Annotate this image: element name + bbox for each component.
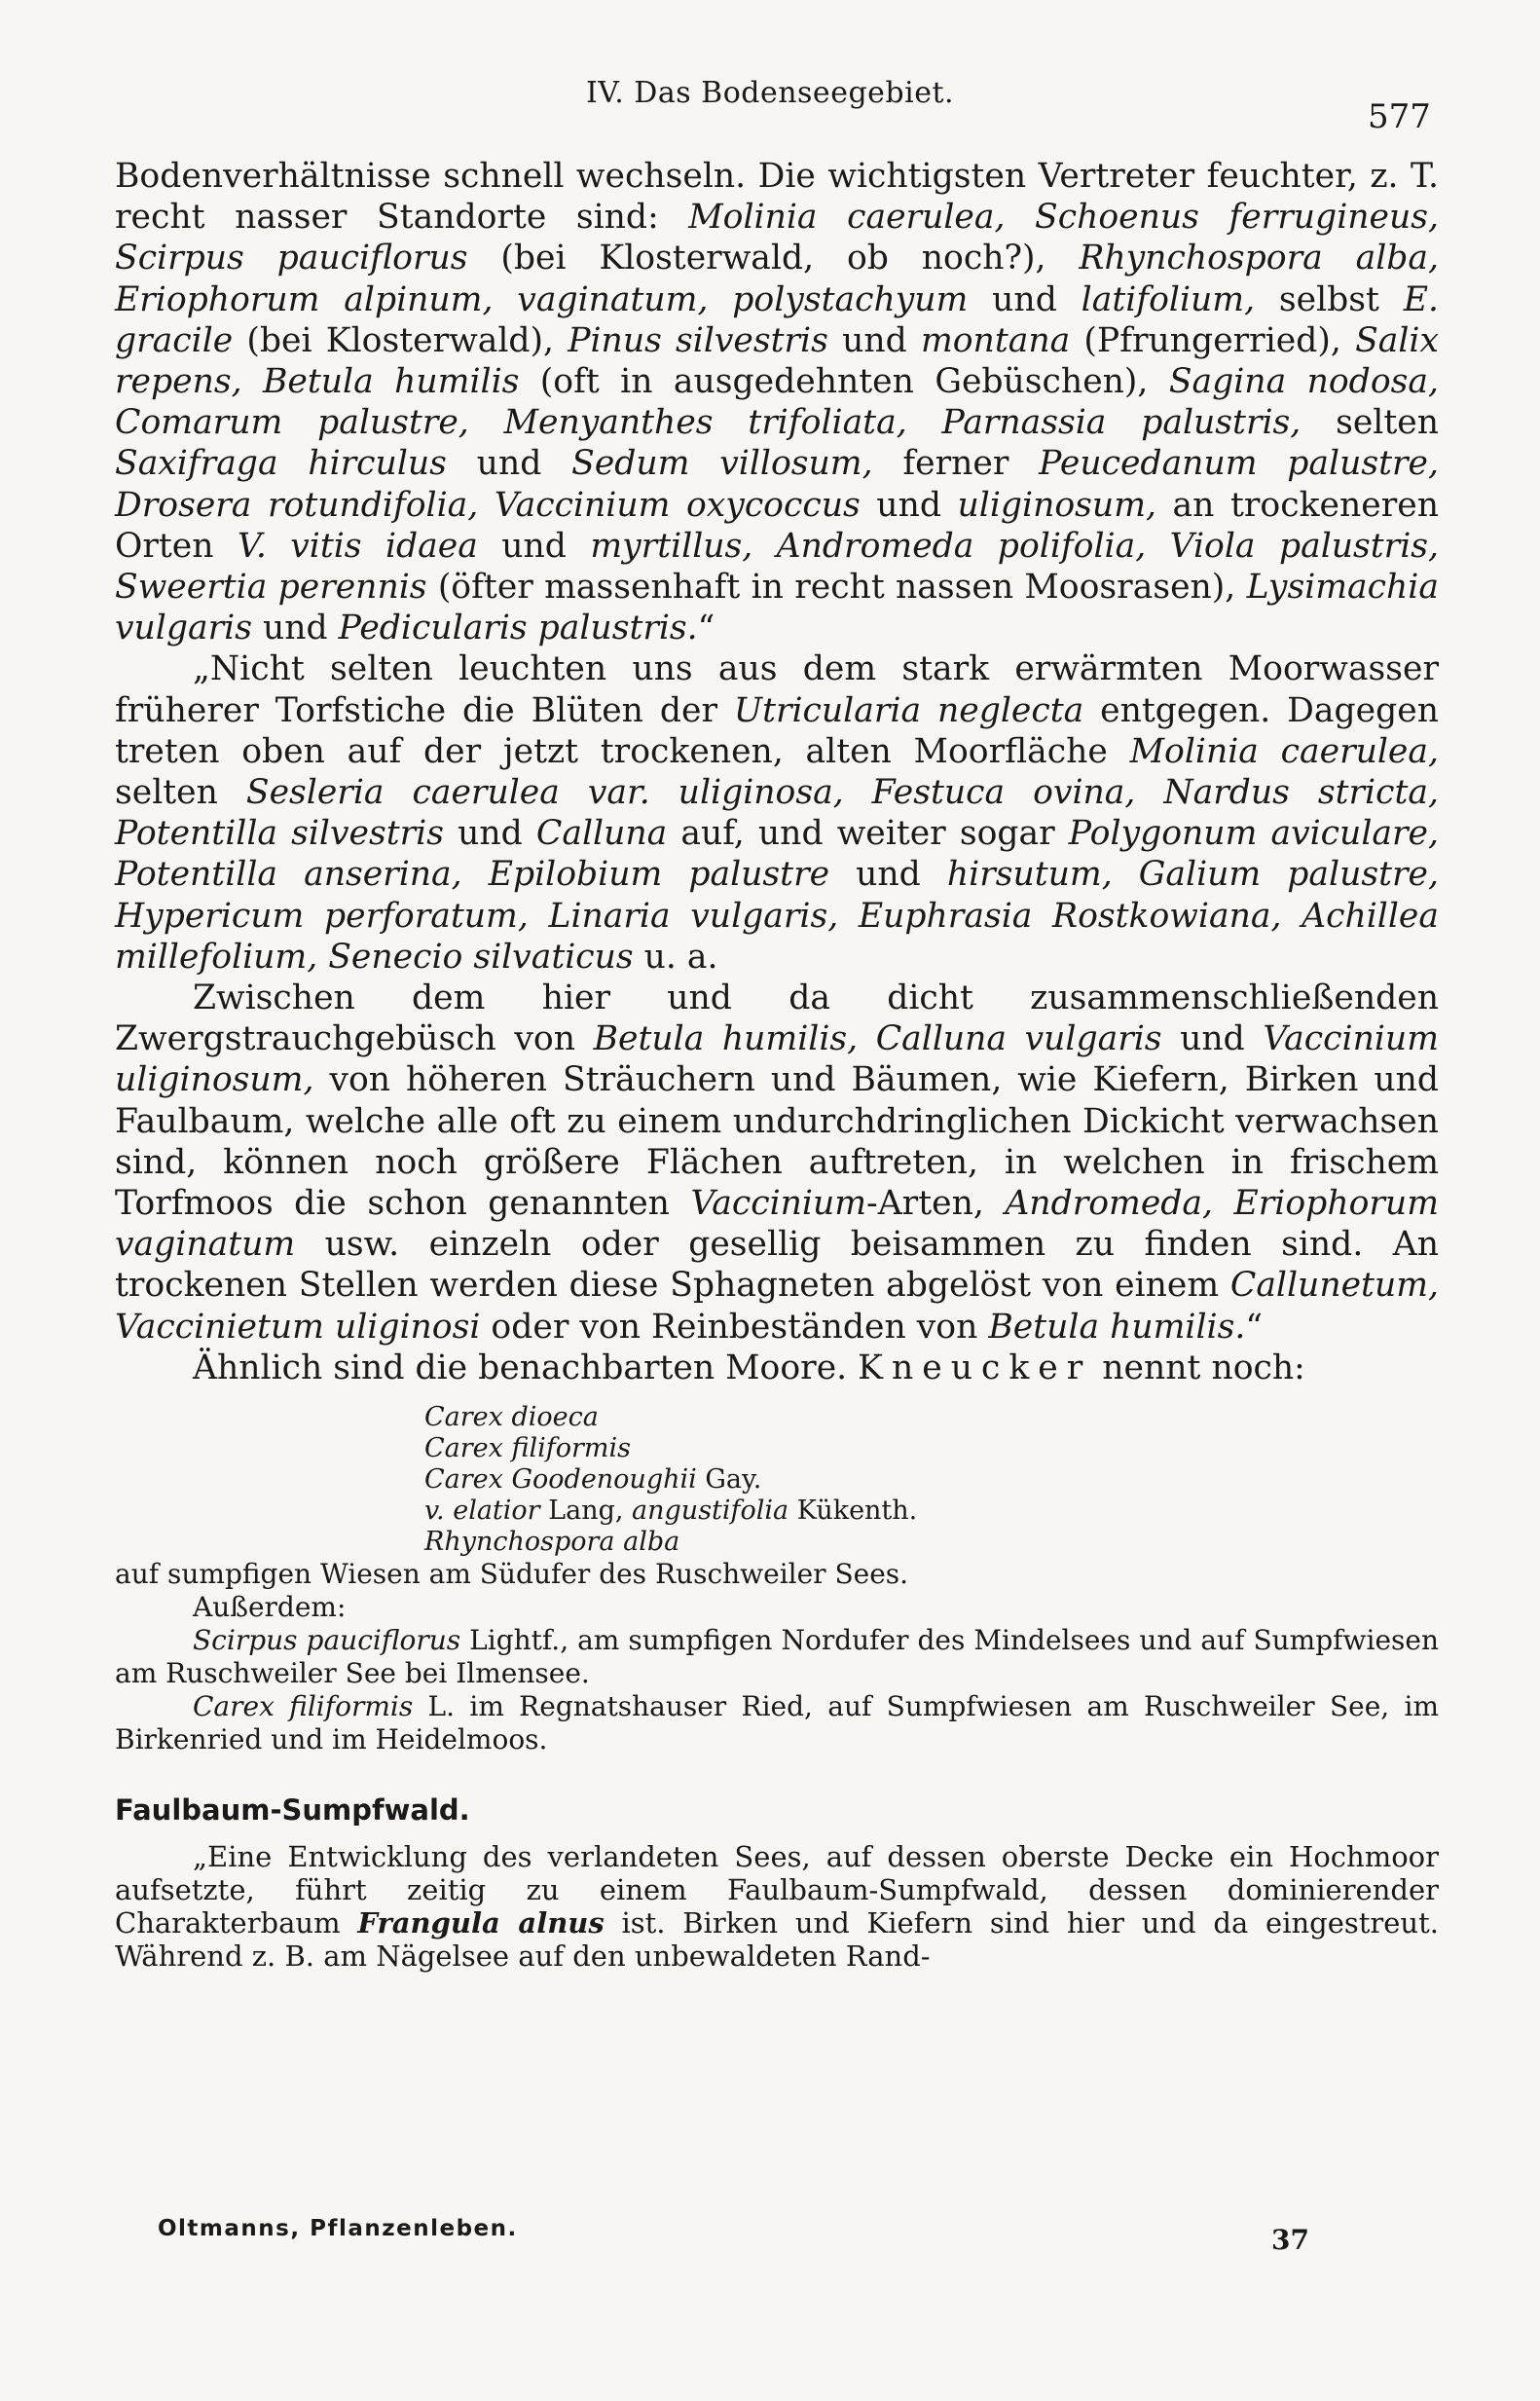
page-number: 577 <box>1368 97 1431 136</box>
section-paragraph: „Eine Entwicklung des verlandeten Sees, auf dessen oberste Decke ein Hochmoor aufsetzte, führt zeitig zu einem Faulbaum-Sumpfwald, dessen dominierender Charakterbaum Frangula alnus ist. Birken und Kiefern sind hier und da eingestreut. Während z. B. am Nägelsee auf den unbewaldeten Rand- <box>115 1840 1439 1974</box>
small-note-1: auf sumpfigen Wiesen am Südufer des Ruschweiler Sees. <box>115 1558 909 1591</box>
list-item: Carex filiformis <box>424 1433 631 1464</box>
author-name: Kneucker <box>858 1348 1092 1387</box>
footer-source: Oltmanns, Pflanzenleben. <box>158 2216 518 2241</box>
small-note-2: Außerdem: <box>193 1591 347 1624</box>
paragraph-1: Bodenverhältnisse schnell wechseln. Die wichtigsten Vertreter feuchter, z. T. recht nasser Standorte sind: Molinia caerulea, Schoenus ferrugineus, Scirpus pauciflorus (bei Klosterwald, ob noch?), Rhynchospora alba, Eriophorum alpinum, vaginatum, polystachyum und latifolium, selbst E. gracile (bei Klosterwald), Pinus silvestris und montana (Pfrungerried), Salix repens, Betula humilis (oft in ausgedehnten Gebüschen), Sagina nodosa, Comarum palustre, Menyanthes trifoliata, Parnassia palustris, selten Saxifraga hirculus und Sedum villosum, ferner Peucedanum palustre, Drosera rotundifolia, Vaccinium oxycoccus und uliginosum, an trockeneren Orten V. vitis idaea und myrtillus, Andromeda polifolia, Viola palustris, Sweertia perennis (öfter massenhaft in recht nassen Moosrasen), Lysimachia vulgaris und Pedicularis palustris.“ <box>115 157 1440 648</box>
paragraph-3: Zwischen dem hier und da dicht zusammenschließenden Zwergstrauchgebüsch von Betula humilis, Calluna vulgaris und Vaccinium uliginosum, von höheren Sträuchern und Bäumen, wie Kiefern, Birken und Faulbaum, welche alle oft zu einem undurchdringlichen Dickicht verwachsen sind, können noch größere Flächen auftreten, in welchen in frischem Torfmoos die schon genannten Vaccinium-Arten, Andromeda, Eriophorum vaginatum usw. einzeln oder gesellig beisammen zu finden sind. An trockenen Stellen werden diese Sphagneten abgelöst von einem Callunetum, Vaccinietum uliginosi oder von Reinbeständen von Betula humilis.“ <box>115 979 1439 1347</box>
list-item: Carex Goodenoughii Gay. <box>424 1464 762 1496</box>
paragraph-4: Ähnlich sind die benachbarten Moore. Kneucker nennt noch: <box>193 1348 1305 1387</box>
list-item: Rhynchospora alba <box>424 1527 680 1558</box>
footer-signature: 37 <box>1271 2224 1309 2256</box>
small-note-4: Carex filiformis L. im Regnatshauser Ried, auf Sumpfwiesen am Ruschweiler See, im Birkenried und im Heidelmoos. <box>115 1690 1439 1756</box>
section-heading: Faulbaum-Sumpfwald. <box>115 1793 470 1828</box>
list-item: Carex dioeca <box>424 1402 599 1433</box>
running-header: IV. Das Bodenseegebiet. <box>585 76 955 110</box>
list-item: v. elatior Lang, angustifolia Kükenth. <box>424 1496 918 1527</box>
paragraph-2: „Nicht selten leuchten uns aus dem stark erwärmten Moorwasser früherer Torfstiche die Blüten der Utricularia neglecta entgegen. Dagegen treten oben auf der jetzt trockenen, alten Moorfläche Molinia caerulea, selten Sesleria caerulea var. uliginosa, Festuca ovina, Nardus stricta, Potentilla silvestris und Calluna auf, und weiter sogar Polygonum aviculare, Potentilla anserina, Epilobium palustre und hirsutum, Galium palustre, Hypericum perforatum, Linaria vulgaris, Euphrasia Rostkowiana, Achillea millefolium, Senecio silvaticus u. a. <box>115 649 1439 977</box>
species-list <box>424 1402 1439 1558</box>
small-note-3: Scirpus pauciflorus Lightf., am sumpfigen Nordufer des Mindelsees und auf Sumpfwiesen am Ruschweiler See bei Ilmensee. <box>115 1624 1439 1690</box>
body-text <box>115 156 1439 1973</box>
